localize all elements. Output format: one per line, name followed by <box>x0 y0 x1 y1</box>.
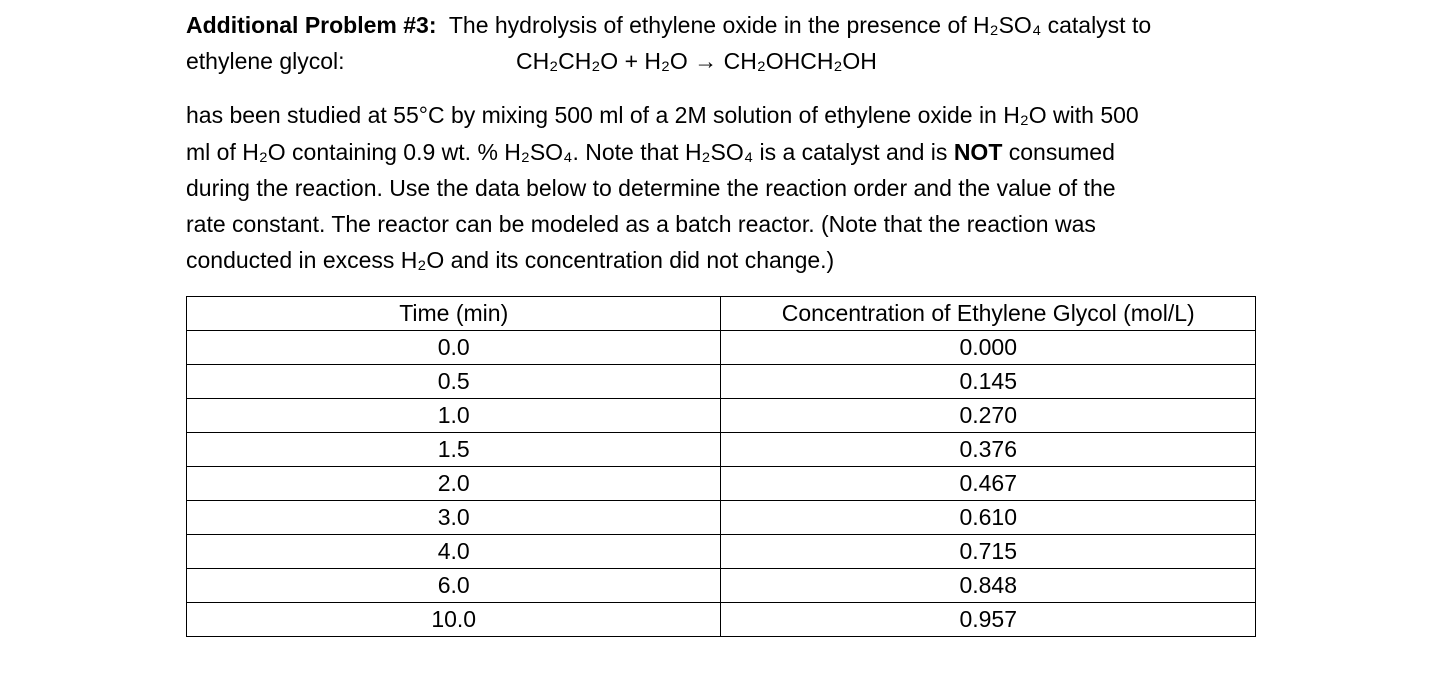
table-header-row <box>187 297 1256 331</box>
header-time: Time (min) <box>187 297 721 331</box>
time-cell: 10.0 <box>187 603 721 637</box>
problem-intro: The hydrolysis of ethylene oxide in the presence of H₂SO₄ catalyst to <box>448 12 1152 38</box>
table-row <box>187 365 1256 399</box>
concentration-cell: 0.145 <box>721 365 1256 399</box>
concentration-cell: 0.715 <box>721 535 1256 569</box>
table-row <box>187 467 1256 501</box>
time-cell: 1.5 <box>187 433 721 467</box>
para-line-4: rate constant. The reactor can be modeled as a batch reactor. (Note that the reaction was <box>186 211 1096 237</box>
para-line-2 <box>186 137 1115 167</box>
time-cell: 4.0 <box>187 535 721 569</box>
problem-line-1 <box>186 10 1151 40</box>
table-row <box>187 603 1256 637</box>
para-line-1: has been studied at 55°C by mixing 500 ml of a 2M solution of ethylene oxide in H₂O with 500 <box>186 102 1139 128</box>
header-concentration: Concentration of Ethylene Glycol (mol/L) <box>721 297 1256 331</box>
time-cell: 0.0 <box>187 331 721 365</box>
table-row <box>187 501 1256 535</box>
concentration-cell: 0.000 <box>721 331 1256 365</box>
problem-heading: Additional Problem #3: <box>186 12 437 38</box>
para-line-2-text: ml of H₂O containing 0.9 wt. % H₂SO₄. Note that H₂SO₄ is a catalyst and is <box>186 139 954 165</box>
concentration-cell: 0.957 <box>721 603 1256 637</box>
reaction-equation: CH₂CH₂O + H₂O → CH₂OHCH₂OH <box>516 48 877 74</box>
problem-line-2-label: ethylene glycol: <box>186 48 345 74</box>
concentration-cell: 0.848 <box>721 569 1256 603</box>
para-line-5: conducted in excess H₂O and its concentration did not change.) <box>186 247 835 273</box>
concentration-cell: 0.467 <box>721 467 1256 501</box>
not-emphasis: NOT <box>953 139 1003 165</box>
table-row <box>187 433 1256 467</box>
time-cell: 0.5 <box>187 365 721 399</box>
concentration-cell: 0.376 <box>721 433 1256 467</box>
table-row <box>187 535 1256 569</box>
table-row <box>187 569 1256 603</box>
concentration-cell: 0.610 <box>721 501 1256 535</box>
para-line-3: during the reaction. Use the data below to determine the reaction order and the value of the <box>186 175 1116 201</box>
time-cell: 1.0 <box>187 399 721 433</box>
table-row <box>187 399 1256 433</box>
time-cell: 6.0 <box>187 569 721 603</box>
para-line-2-end: consumed <box>1002 139 1115 165</box>
time-cell: 3.0 <box>187 501 721 535</box>
time-cell: 2.0 <box>187 467 721 501</box>
concentration-cell: 0.270 <box>721 399 1256 433</box>
problem-line-2 <box>186 46 345 76</box>
data-table <box>186 296 1256 637</box>
table-row <box>187 331 1256 365</box>
